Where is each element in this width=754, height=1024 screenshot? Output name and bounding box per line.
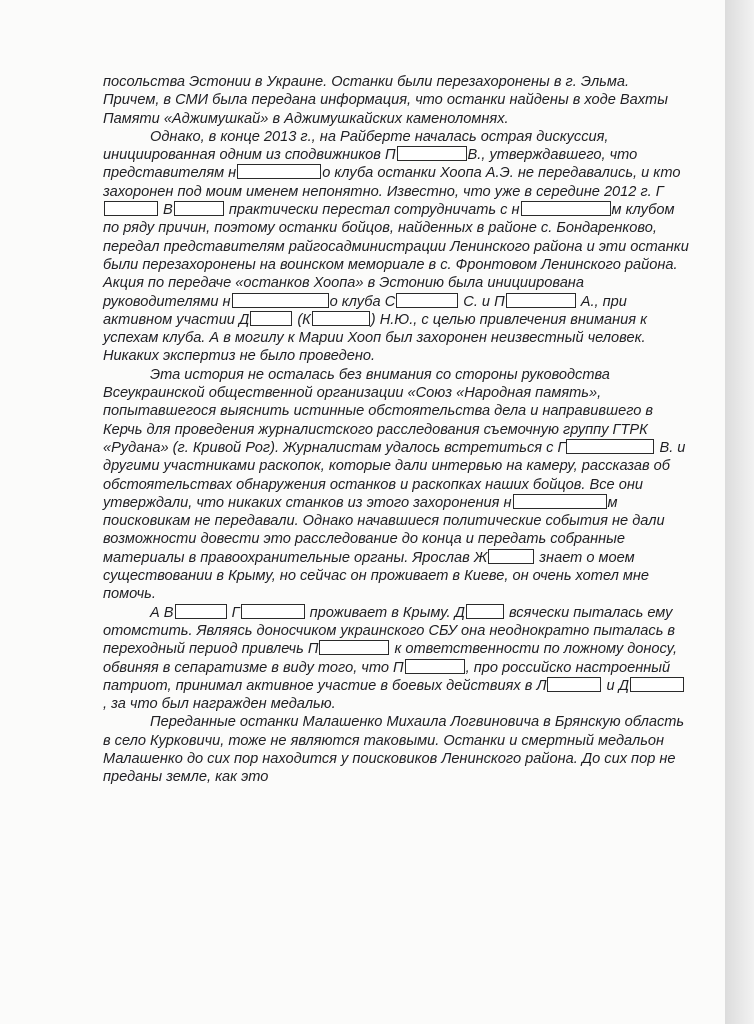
redaction-box bbox=[566, 439, 654, 454]
text-run: В bbox=[159, 202, 173, 219]
redaction-box bbox=[241, 604, 305, 619]
paragraph bbox=[103, 713, 689, 786]
text-run: Однако, в конце 2013 г., на Райберте началась острая дискуссия, инициированная одним из сподвижников П bbox=[103, 128, 609, 164]
text-run: м поисковикам не передавали. Однако начавшиеся политические события не дали возможности довести это расследование до конца и передать собранные материалы в правоохранительные органы. Ярослав Ж bbox=[103, 494, 665, 566]
redaction-box bbox=[466, 604, 504, 619]
text-run: А В bbox=[150, 604, 174, 621]
text-run: А., при активном участии Д bbox=[103, 293, 627, 328]
redaction-box bbox=[104, 201, 158, 216]
redaction-box bbox=[513, 494, 607, 509]
text-run: всячески пыталась ему отомстить. Являясь доносчиком украинского СБУ она неоднократно пыталась в переходный период привлечь П bbox=[103, 604, 676, 658]
text-run: , про российско настроенный патриот, принимал активное участие в боевых действиях в Л bbox=[103, 659, 671, 694]
text-run: м клубом по ряду причин, поэтому останки бойцов, найденных в районе с. Бондаренково, передал представителям райгосадминистрации Ленинского района и эти останки были перезахоронены на воинском мемориале в с. Фронтовом Ленинского района. Акция по передаче «останков Хоопа» в Эстонию была инициирована руководителями н bbox=[103, 202, 689, 310]
scanner-edge bbox=[725, 0, 754, 1024]
redaction-box bbox=[232, 293, 329, 308]
text-run: Эта история не осталась без внимания со стороны руководства Всеукраинской общественной организации «Союз «Народная память», попытавшегося выяснить истинные обстоятельства дела и направившего в Керчь для проведения журналистского расследования съемочную группу ГТРК «Рудана» (г. Кривой Рог). Журналистам удалось встретиться с Г bbox=[103, 366, 654, 456]
paragraph bbox=[103, 604, 689, 714]
redaction-box bbox=[488, 549, 534, 564]
redaction-box bbox=[630, 677, 684, 692]
redaction-box bbox=[175, 604, 227, 619]
paragraph bbox=[103, 366, 689, 604]
text-run: проживает в Крыму. Д bbox=[305, 604, 465, 621]
redaction-box bbox=[397, 146, 467, 161]
redaction-box bbox=[396, 293, 458, 308]
redaction-box bbox=[250, 311, 292, 326]
text-run: знает о моем существовании в Крыму, но сейчас он проживает в Киеве, он очень хотел мне помочь. bbox=[103, 549, 650, 603]
text-run: о клуба С bbox=[329, 293, 396, 310]
redaction-box bbox=[312, 311, 370, 326]
redaction-box bbox=[547, 677, 601, 692]
redaction-box bbox=[237, 164, 321, 179]
redaction-box bbox=[405, 659, 465, 674]
text-run: Г bbox=[227, 604, 240, 621]
text-run: С. и П bbox=[459, 293, 505, 310]
redaction-box bbox=[174, 201, 224, 216]
text-run: практически перестал сотрудничать с н bbox=[224, 202, 520, 219]
text-run: ) Н.Ю., с целью привлечения внимания к успехам клуба. А в могилу к Марии Хооп был захоронен неизвестный человек. Никаких экспертиз не было проведено. bbox=[103, 311, 647, 365]
text-run: В., утверждавшего, что представителям н bbox=[103, 147, 638, 182]
redaction-box bbox=[506, 293, 576, 308]
text-run: В. и другими участниками раскопок, которые дали интервью на камеру, рассказав об обстоятельствах обнаружения останков и раскопках наших бойцов. Все они утверждали, что никаких станков из этого захоронения н bbox=[103, 439, 686, 511]
text-run: о клуба останки Хоопа А.Э. не передавались, и кто захоронен под моим именем непонятно. Известно, что уже в середине 2012 г. Г bbox=[103, 165, 681, 200]
text-run: к ответственности по ложному доносу, обвиняя в сепаратизме в виду того, что П bbox=[103, 641, 678, 676]
redaction-box bbox=[521, 201, 611, 216]
text-run: и Д bbox=[602, 677, 629, 694]
text-run: (К bbox=[293, 311, 311, 328]
text-run: , за что был награжден медалью. bbox=[103, 696, 336, 713]
paragraph bbox=[103, 128, 689, 366]
document-body bbox=[103, 73, 689, 787]
redaction-box bbox=[319, 640, 389, 655]
paragraph bbox=[103, 73, 689, 128]
text-run: Переданные останки Малашенко Михаила Логвиновича в Брянскую область в село Курковичи, тоже не являются таковыми. Останки и смертный медальон Малашенко до сих пор находится у поисковиков Ленинского района. До сих пор не преданы земле, как это bbox=[103, 714, 685, 786]
text-run: посольства Эстонии в Украине. Останки были перезахоронены в г. Эльма. Причем, в СМИ была передана информация, что останки найдены в ходе Вахты Памяти «Аджимушкай» в Аджимушкайских каменоломнях. bbox=[103, 74, 668, 127]
